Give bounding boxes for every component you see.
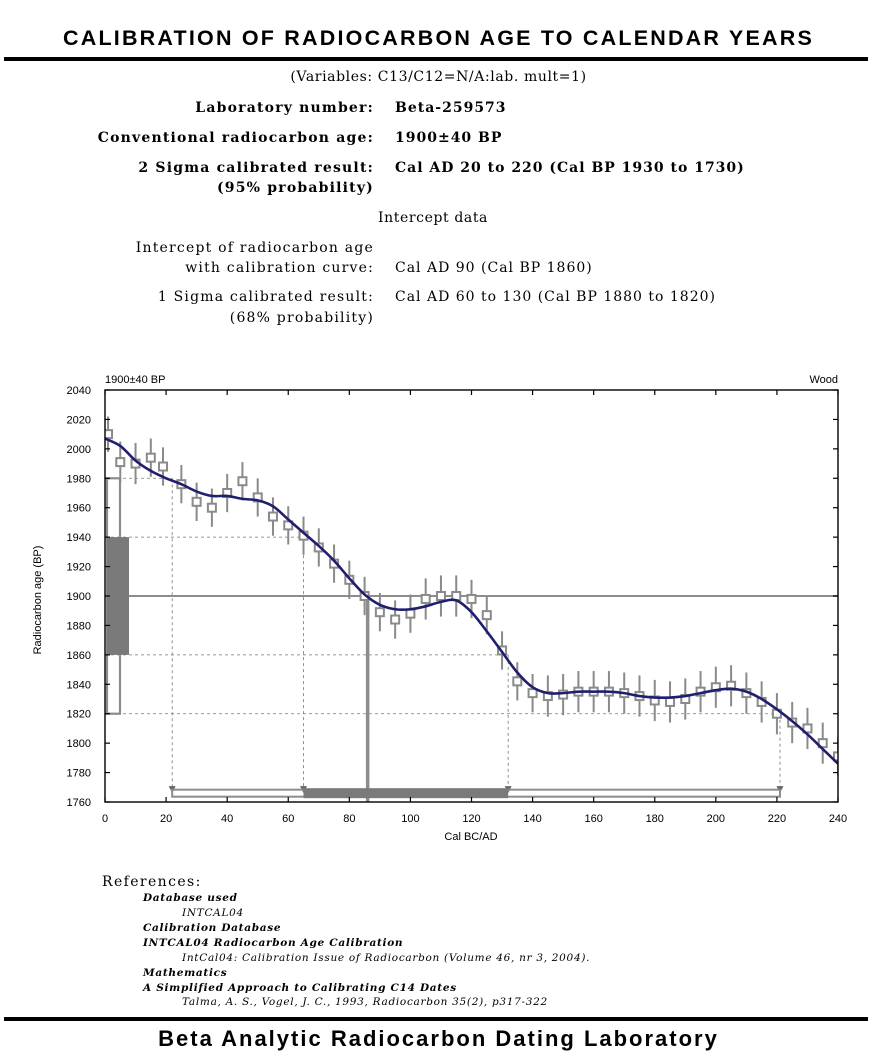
- lab-number-value: Beta-259573: [395, 100, 507, 116]
- reference-line: Talma, A. S., Vogel, J. C., 1993, Radiocarbon 35(2), p317-322: [182, 996, 548, 1008]
- y-axis-label: Radiocarbon age (BP): [32, 545, 44, 655]
- sigma2-label: 2 Sigma calibrated result:: [138, 160, 374, 176]
- y-tick-label: 1860: [66, 649, 91, 662]
- footer-lab-name: Beta Analytic Radiocarbon Dating Laboratory: [158, 1026, 719, 1051]
- reference-line: INTCAL04 Radiocarbon Age Calibration: [143, 937, 404, 949]
- x-tick-label: 100: [401, 813, 420, 825]
- intercept-value: Cal AD 90 (Cal BP 1860): [395, 260, 593, 276]
- sigma1-probability-label: (68% probability): [229, 310, 374, 326]
- chart-guides: [105, 478, 838, 802]
- variables-line: (Variables: C13/C12=N/A:lab. mult=1): [290, 69, 587, 85]
- lab-number-label: Laboratory number:: [195, 100, 374, 116]
- y-tick-label: 2040: [66, 385, 91, 397]
- measurement-point: [376, 608, 384, 616]
- measurement-point: [406, 610, 414, 618]
- reference-line: Database used: [143, 892, 238, 904]
- sigma1-value: Cal AD 60 to 130 (Cal BP 1880 to 1820): [395, 289, 716, 305]
- footer-rule: [4, 1017, 868, 1021]
- x-tick-label: 240: [828, 813, 848, 825]
- measurement-point: [147, 454, 155, 462]
- sigma2-probability-label: (95% probability): [216, 180, 374, 196]
- measurement-point: [391, 616, 399, 624]
- measurement-point: [483, 611, 491, 619]
- measurement-point: [116, 458, 124, 466]
- y-tick-label: 1780: [66, 767, 91, 780]
- conventional-age-label: Conventional radiocarbon age:: [97, 130, 374, 146]
- intercept-label-cont: with calibration curve:: [185, 260, 374, 276]
- y-tick-label: 1980: [66, 473, 91, 486]
- x-tick-label: 60: [282, 813, 295, 825]
- measurement-point: [468, 595, 476, 603]
- measurement-point: [193, 498, 201, 506]
- measurement-point: [437, 592, 445, 600]
- y-tick-label: 2000: [66, 443, 91, 456]
- x-tick-label: 0: [101, 813, 109, 825]
- sigma1-label: 1 Sigma calibrated result:: [157, 289, 374, 305]
- conventional-age-value: 1900±40 BP: [395, 130, 503, 146]
- y-tick-label: 1800: [66, 738, 91, 751]
- x-tick-label: 140: [523, 813, 542, 825]
- measurement-point: [513, 677, 521, 685]
- x-tick-label: 40: [221, 813, 234, 825]
- intercept-heading: Intercept data: [378, 210, 488, 226]
- measurement-point: [422, 595, 430, 603]
- reference-line: INTCAL04: [182, 907, 244, 919]
- report-title: CALIBRATION OF RADIOCARBON AGE TO CALENDAR YEARS: [62, 26, 814, 50]
- chart-top-left-label: 1900±40 BP: [105, 374, 166, 386]
- y-tick-label: 2020: [66, 414, 91, 427]
- y-tick-label: 1940: [66, 532, 91, 545]
- sigma2-value: Cal AD 20 to 220 (Cal BP 1930 to 1730): [395, 160, 745, 176]
- y-tick-label: 1920: [66, 561, 91, 574]
- header-rule: [4, 57, 868, 61]
- x-tick-label: 200: [706, 813, 726, 825]
- measurement-point: [159, 463, 167, 471]
- reference-line: A Simplified Approach to Calibrating C14 Dates: [143, 982, 457, 994]
- x-tick-label: 160: [584, 813, 603, 825]
- measurement-point: [269, 513, 277, 521]
- intercept-label: Intercept of radiocarbon age: [135, 240, 374, 256]
- measurement-point: [208, 504, 216, 512]
- calibration-chart: [0, 364, 877, 850]
- x-tick-label: 120: [462, 813, 481, 825]
- sigma1-range-bar: [304, 788, 509, 798]
- y-tick-label: 1960: [66, 502, 91, 515]
- x-tick-label: 80: [343, 813, 356, 825]
- reference-line: IntCal04: Calibration Issue of Radiocarbon (Volume 46, nr 3, 2004).: [182, 952, 591, 964]
- x-tick-label: 220: [767, 813, 787, 825]
- y-tick-label: 1900: [66, 591, 91, 603]
- measurement-point: [238, 477, 246, 485]
- references-heading: References:: [102, 874, 202, 890]
- x-axis-label: Cal BC/AD: [444, 831, 498, 843]
- reference-line: Calibration Database: [143, 922, 282, 934]
- x-tick-label: 20: [159, 813, 173, 825]
- measurement-point: [666, 698, 674, 706]
- y-tick-label: 1820: [66, 708, 91, 721]
- y-tick-label: 1760: [66, 797, 91, 809]
- y-tick-label: 1840: [66, 679, 91, 692]
- sample-sigma1-box: [107, 537, 129, 655]
- reference-line: Mathematics: [143, 967, 228, 979]
- y-tick-label: 1880: [66, 620, 91, 633]
- chart-top-right-label: Wood: [809, 374, 838, 386]
- x-tick-label: 180: [645, 813, 664, 825]
